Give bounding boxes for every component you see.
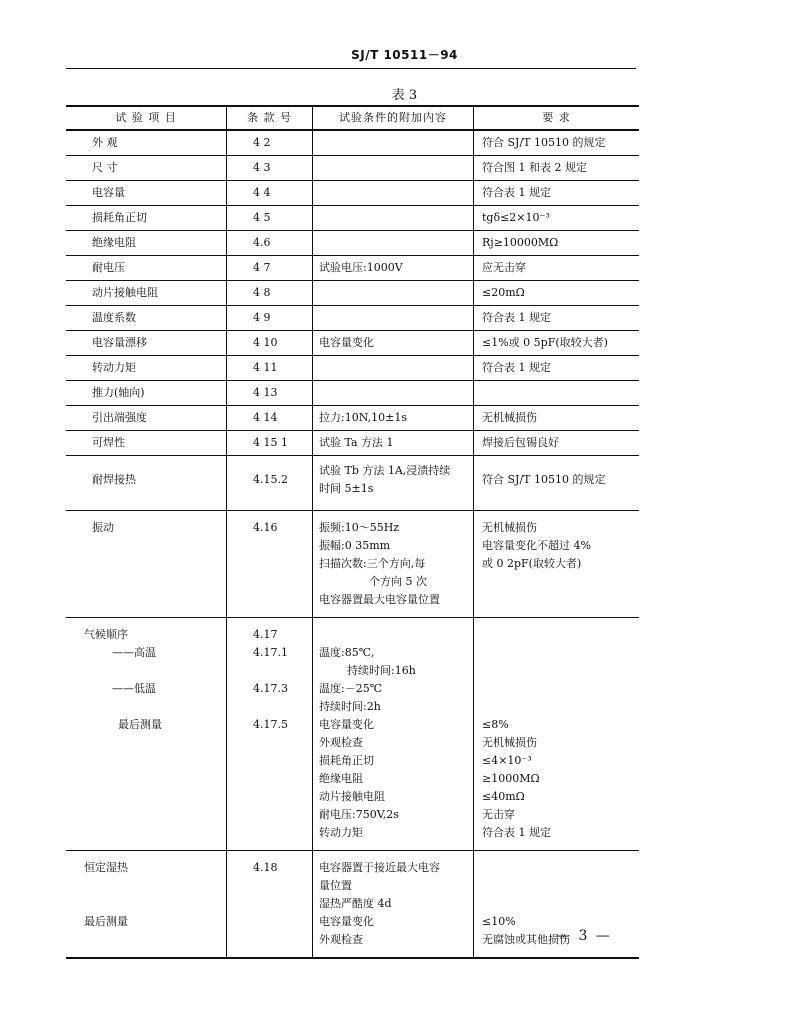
cell-condition	[313, 130, 474, 156]
column-header-requirements: 要 求	[474, 106, 640, 130]
cell-item: ——低温	[112, 682, 156, 695]
cell-requirement-line: ≤40mΩ	[482, 790, 525, 803]
cell-clause: 4 13	[227, 381, 313, 406]
table-row	[66, 281, 639, 306]
table-row	[66, 130, 639, 156]
cell-condition-line: 温度:－25℃	[319, 682, 383, 695]
cell-condition	[313, 231, 474, 256]
cell-condition-line: 耐电压:750V,2s	[319, 808, 399, 821]
cell-condition	[313, 356, 474, 381]
cell-condition	[313, 156, 474, 181]
cell-condition	[313, 181, 474, 206]
cell-clause	[253, 662, 312, 680]
column-header-conditions: 试验条件的附加内容	[313, 106, 474, 130]
cell-condition-line: 扫描次数:三个方向,每	[319, 557, 426, 570]
cell-condition-line: 时间 5±1s	[319, 482, 374, 495]
cell-clause: 4 14	[227, 406, 313, 431]
cell-condition: 拉力:10N,10±1s	[313, 406, 474, 431]
cell-clause: 4 4	[227, 181, 313, 206]
cell-condition-line: 损耗角正切	[319, 754, 374, 767]
cell-clause: 4.16	[253, 521, 278, 534]
cell-requirement: 符合表 1 规定	[474, 356, 640, 381]
cell-item: 推力(轴向)	[66, 381, 227, 406]
cell-item: 电容量	[66, 181, 227, 206]
cell-requirement: 符合 SJ/T 10510 的规定	[482, 473, 606, 486]
cell-item	[84, 698, 226, 716]
table-row	[66, 181, 639, 206]
cell-condition-line: 湿热严酷度 4d	[319, 897, 392, 910]
cell-condition-line: 电容器置于接近最大电容	[319, 861, 440, 874]
page-number: — 3 —	[556, 928, 612, 944]
table-body	[66, 130, 639, 958]
table-row	[66, 331, 639, 356]
cell-clause: 4 8	[227, 281, 313, 306]
cell-requirement: 符合表 1 规定	[474, 306, 640, 331]
cell-requirement-line	[482, 698, 639, 716]
cell-clause: 4.17.3	[253, 682, 288, 695]
cell-clause: 4 9	[227, 306, 313, 331]
table-row-climatic-sequence	[66, 618, 639, 851]
cell-condition-line: 振幅:0 35mm	[319, 539, 391, 552]
table-row	[66, 156, 639, 181]
cell-requirement-line: ≤8%	[482, 718, 509, 731]
cell-item	[84, 877, 226, 895]
cell-item: 动片接触电阻	[66, 281, 227, 306]
cell-condition-line: 持续时间:16h	[347, 664, 416, 677]
cell-item: 最后测量	[84, 915, 128, 928]
cell-requirement: ≤1%或 0 5pF(取较大者)	[474, 331, 640, 356]
table-header-row	[66, 106, 639, 130]
cell-condition-line: 绝缘电阻	[319, 772, 363, 785]
cell-requirement-line: 电容量变化不超过 4%	[482, 539, 591, 552]
cell-condition: 试验电压:1000V	[313, 256, 474, 281]
cell-item: 尺 寸	[66, 156, 227, 181]
cell-clause: 4.17	[253, 628, 278, 641]
cell-clause: 4.18	[253, 861, 278, 874]
column-header-item: 试 验 项 目	[66, 106, 227, 130]
table-row-damp-heat	[66, 851, 639, 959]
cell-clause: 4.6	[227, 231, 313, 256]
cell-condition-line: 量位置	[319, 879, 352, 892]
cell-item: 可焊性	[66, 431, 227, 456]
cell-clause: 4 15 1	[227, 431, 313, 456]
table-row	[66, 356, 639, 381]
cell-requirement: 无机械损伤	[474, 406, 640, 431]
table-row	[66, 206, 639, 231]
table-row	[66, 231, 639, 256]
cell-clause: 4 5	[227, 206, 313, 231]
cell-condition-line: 试验 Tb 方法 1A,浸渍持续	[319, 464, 451, 477]
cell-item: 绝缘电阻	[66, 231, 227, 256]
cell-clause: 4.15.2	[253, 473, 288, 486]
header-rule	[66, 68, 636, 69]
cell-condition-line: 振频:10～55Hz	[319, 521, 400, 534]
cell-item: 最后测量	[118, 718, 162, 731]
test-requirements-table	[66, 105, 639, 959]
cell-clause: 4 3	[227, 156, 313, 181]
cell-requirement	[474, 381, 640, 406]
cell-requirement-line: 无腐蚀或其他损伤	[482, 933, 570, 946]
cell-clause	[253, 698, 312, 716]
cell-item: 振动	[92, 521, 114, 534]
cell-condition-line: 外观检查	[319, 736, 363, 749]
cell-clause: 4 10	[227, 331, 313, 356]
cell-condition	[313, 206, 474, 231]
cell-requirement-line	[482, 626, 639, 644]
cell-requirement-line: 符合表 1 规定	[482, 826, 551, 839]
cell-condition	[313, 381, 474, 406]
table-row	[66, 406, 639, 431]
cell-condition: 试验 Ta 方法 1	[313, 431, 474, 456]
cell-condition	[313, 306, 474, 331]
cell-condition-line: 持续时间:2h	[319, 700, 381, 713]
cell-clause: 4 7	[227, 256, 313, 281]
cell-condition-line	[319, 626, 473, 644]
cell-requirement-line: ≥1000MΩ	[482, 772, 540, 785]
cell-condition-line: 外观检查	[319, 933, 363, 946]
cell-condition-line: 电容器置最大电容量位置	[319, 593, 440, 606]
cell-requirement-line: 或 0 2pF(取较大者)	[482, 557, 582, 570]
cell-requirement-line: ≤10%	[482, 915, 516, 928]
cell-clause: 4.17.1	[253, 646, 288, 659]
cell-item	[84, 895, 226, 913]
cell-condition-line: 电容量变化	[319, 915, 374, 928]
cell-requirement: 符合表 1 规定	[474, 181, 640, 206]
cell-item: 电容量漂移	[66, 331, 227, 356]
cell-requirement: tgδ≤2×10⁻³	[474, 206, 640, 231]
cell-clause: 4.17.5	[253, 718, 288, 731]
cell-requirement-line: 无击穿	[482, 808, 515, 821]
cell-requirement: 焊接后包锡良好	[474, 431, 640, 456]
cell-condition-line: 电容量变化	[319, 718, 374, 731]
table-row-vibration	[66, 511, 639, 618]
cell-requirement: 符合 SJ/T 10510 的规定	[474, 130, 640, 156]
cell-item: 转动力矩	[66, 356, 227, 381]
cell-item: 损耗角正切	[66, 206, 227, 231]
cell-requirement-line: 无机械损伤	[482, 736, 537, 749]
cell-condition-line: 动片接触电阻	[319, 790, 385, 803]
cell-requirement: Rj≥10000MΩ	[474, 231, 640, 256]
cell-item: ——高温	[112, 646, 156, 659]
cell-item: 外 观	[66, 130, 227, 156]
cell-requirement: 应无击穿	[474, 256, 640, 281]
cell-clause: 4 11	[227, 356, 313, 381]
cell-condition-line: 转动力矩	[319, 826, 363, 839]
cell-requirement-line	[482, 877, 639, 895]
cell-item: 耐电压	[66, 256, 227, 281]
cell-item: 耐焊接热	[92, 473, 136, 486]
cell-clause: 4 2	[227, 130, 313, 156]
column-header-clause: 条 款 号	[227, 106, 313, 130]
table-title: 表 3	[391, 88, 418, 103]
cell-condition	[313, 281, 474, 306]
cell-requirement: 符合图 1 和表 2 规定	[474, 156, 640, 181]
cell-item	[84, 662, 226, 680]
cell-requirement-line: 无机械损伤	[482, 521, 537, 534]
cell-requirement: ≤20mΩ	[474, 281, 640, 306]
cell-requirement-line	[482, 662, 639, 680]
cell-condition: 电容量变化	[313, 331, 474, 356]
cell-requirement-line	[482, 859, 639, 877]
table-row	[66, 256, 639, 281]
cell-item: 气候顺序	[84, 628, 128, 641]
standard-code-header: SJ/T 10511－94	[351, 48, 458, 62]
cell-requirement-line: ≤4×10⁻³	[482, 754, 532, 767]
table-row	[66, 306, 639, 331]
cell-condition-line: 温度:85℃,	[319, 646, 375, 659]
cell-requirement-line	[482, 644, 639, 662]
table-row	[66, 381, 639, 406]
cell-item: 引出端强度	[66, 406, 227, 431]
cell-requirement-line	[482, 680, 639, 698]
cell-condition-line: 个方向 5 次	[369, 575, 427, 588]
cell-item: 温度系数	[66, 306, 227, 331]
cell-item: 恒定湿热	[84, 861, 128, 874]
table-row	[66, 431, 639, 456]
table-row-solder-heat	[66, 456, 639, 511]
cell-requirement-line	[482, 895, 639, 913]
